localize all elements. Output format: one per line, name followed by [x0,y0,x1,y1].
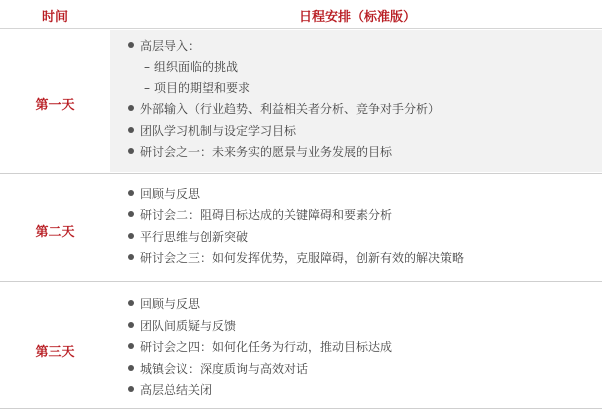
list-item [128,361,308,377]
list-item [128,229,248,245]
list-item [128,144,392,160]
item-text: 高层导入： [140,39,201,53]
day-label: 第二天 [35,225,75,240]
day-label: 第三天 [35,345,75,360]
day-content [110,30,602,172]
item-text: 回顾与反思 [140,187,201,201]
list-item [128,296,200,312]
bullet-icon [128,254,134,260]
bullet-icon [128,190,134,196]
list-item [128,339,392,355]
day-content [110,282,602,414]
header-time: 时间 [42,10,69,25]
item-text: 团队间质疑与反馈 [140,319,237,333]
sub-list-item [144,80,250,96]
list-item [128,101,440,117]
row-divider [0,408,602,409]
table-header [0,0,602,29]
item-text: 团队学习机制与设定学习目标 [140,124,297,138]
list-item [128,38,200,54]
bullet-icon [128,105,134,111]
sub-list-item [144,59,238,75]
bullet-icon [128,211,134,217]
bullet-icon [128,343,134,349]
bullet-icon [128,233,134,239]
item-text: 城镇会议：深度质询与高效对话 [140,362,309,376]
dash-icon: – [144,60,150,74]
list-item [128,186,200,202]
item-text: 回顾与反思 [140,297,201,311]
bullet-icon [128,322,134,328]
item-text: 组织面临的挑战 [154,60,239,74]
item-text: 高层总结关闭 [140,383,213,397]
list-item [128,318,236,334]
bullet-icon [128,386,134,392]
item-text: 项目的期望和要求 [154,81,251,95]
header-schedule: 日程安排（标准版） [299,10,417,25]
day-cell [0,174,110,281]
list-item [128,382,212,398]
bullet-icon [128,42,134,48]
day-cell [0,30,110,173]
item-text: 研讨会之一：未来务实的愿景与业务发展的目标 [140,145,393,159]
item-text: 研讨会之四：如何化任务为行动，推动目标达成 [140,340,393,354]
day-row-3 [0,282,602,414]
day-row-2 [0,174,602,281]
item-text: 研讨会二：阻碍目标达成的关键障碍和要素分析 [140,208,393,222]
item-text: 平行思维与创新突破 [140,230,249,244]
bullet-icon [128,148,134,154]
item-text: 外部输入（行业趋势、利益相关者分析、竞争对手分析） [140,102,441,116]
bullet-icon [128,127,134,133]
item-text: 研讨会之三：如何发挥优势，克服障碍，创新有效的解决策略 [140,251,465,265]
bullet-icon [128,365,134,371]
list-item [128,123,296,139]
day-label: 第一天 [35,98,75,113]
bullet-icon [128,300,134,306]
day-content [110,174,602,281]
day-cell [0,282,110,414]
list-item [128,207,392,223]
day-row-1 [0,30,602,173]
list-item [128,250,464,266]
dash-icon: – [144,81,150,95]
